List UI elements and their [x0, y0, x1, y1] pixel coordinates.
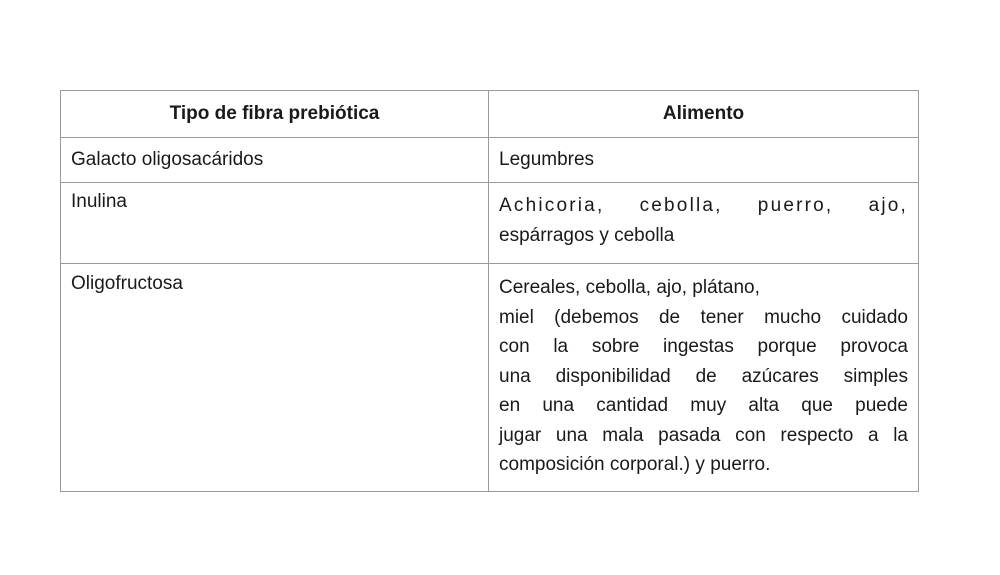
food-line: jugar una mala pasada con respecto a la	[499, 424, 908, 446]
table-row	[61, 138, 919, 183]
table-row	[61, 264, 919, 492]
fiber-type-cell: Inulina	[61, 183, 489, 264]
fiber-type-cell: Oligofructosa	[61, 264, 489, 492]
food-cell	[489, 264, 919, 492]
table-header-row	[61, 91, 919, 138]
food-cell	[489, 183, 919, 264]
food-line: Achicoria, cebolla, puerro, ajo,	[499, 195, 908, 216]
food-line: miel (debemos de tener mucho cuidado	[499, 306, 908, 328]
food-line: en una cantidad muy alta que puede	[499, 395, 908, 416]
food-line: Cereales, cebolla, ajo, plátano,	[499, 277, 760, 298]
column-header-fiber-type: Tipo de fibra prebiótica	[61, 91, 489, 138]
food-line: composición corporal.) y puerro.	[499, 454, 771, 475]
column-header-food: Alimento	[489, 91, 919, 138]
food-line: Legumbres	[499, 149, 595, 170]
table-row	[61, 183, 919, 264]
fiber-type-cell: Galacto oligosacáridos	[61, 138, 489, 183]
food-line: espárragos y cebolla	[499, 224, 675, 246]
food-line: con la sobre ingestas porque provoca	[499, 336, 908, 357]
food-cell	[489, 138, 919, 183]
food-line: una disponibilidad de azúcares simples	[499, 365, 908, 387]
prebiotic-fiber-table	[60, 90, 919, 492]
